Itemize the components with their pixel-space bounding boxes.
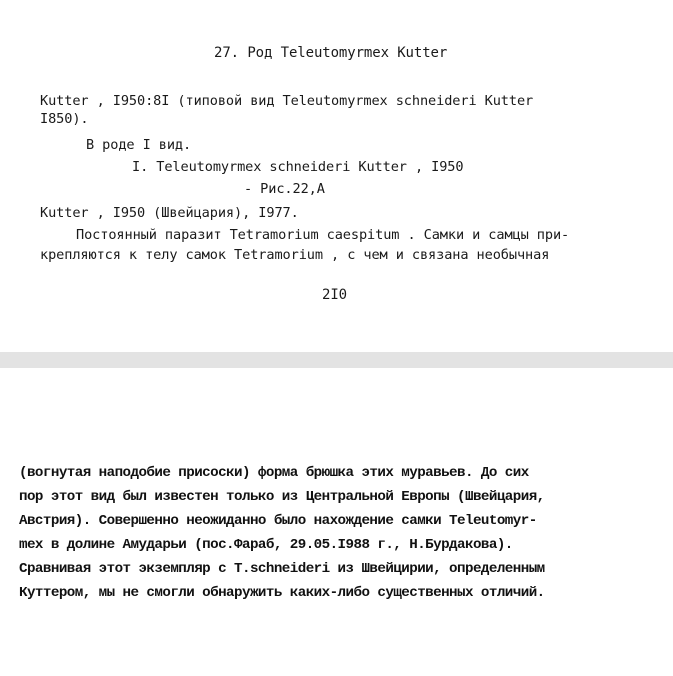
text-line: (вогнутая наподобие присоски) форма брюшка этих муравьев. До сих [19,465,529,481]
text-line: Kutter , I950:8I (типовой вид Teleutomyrmex schneideri Kutter [40,93,534,109]
text-line: Сравнивая этот экземпляр с T.schneideri из Швейцирии, определенным [19,561,545,577]
genus-heading: 27. Род Teleutomyrmex Kutter [214,45,448,61]
lower-page [0,368,673,676]
text-line: I850). [40,111,89,127]
figure-reference: - Рис.22,А [244,181,325,197]
page-separator [0,352,673,368]
page-number: 2I0 [322,287,347,303]
text-line: В роде I вид. [86,137,192,153]
text-line: Kutter , I950 (Швейцария), I977. [40,205,299,221]
text-line: крепляются к телу самок Tetramorium , с чем и связана необычная [40,247,550,263]
text-line: Куттером, мы не смогли обнаружить каких-либо существенных отличий. [19,585,545,601]
text-line: Австрия). Совершенно неожиданно было нахождение самки Teleutomyr- [19,513,537,529]
text-line: mex в долине Амударьи (пос.Фараб, 29.05.I988 г., Н.Бурдакова). [19,537,513,553]
text-line: пор этот вид был известен только из Центральной Европы (Швейцария, [19,489,545,505]
text-line: Постоянный паразит Tetramorium caespitum . Самки и самцы при- [76,227,570,243]
species-title: I. Teleutomyrmex schneideri Kutter , I950 [132,159,464,175]
